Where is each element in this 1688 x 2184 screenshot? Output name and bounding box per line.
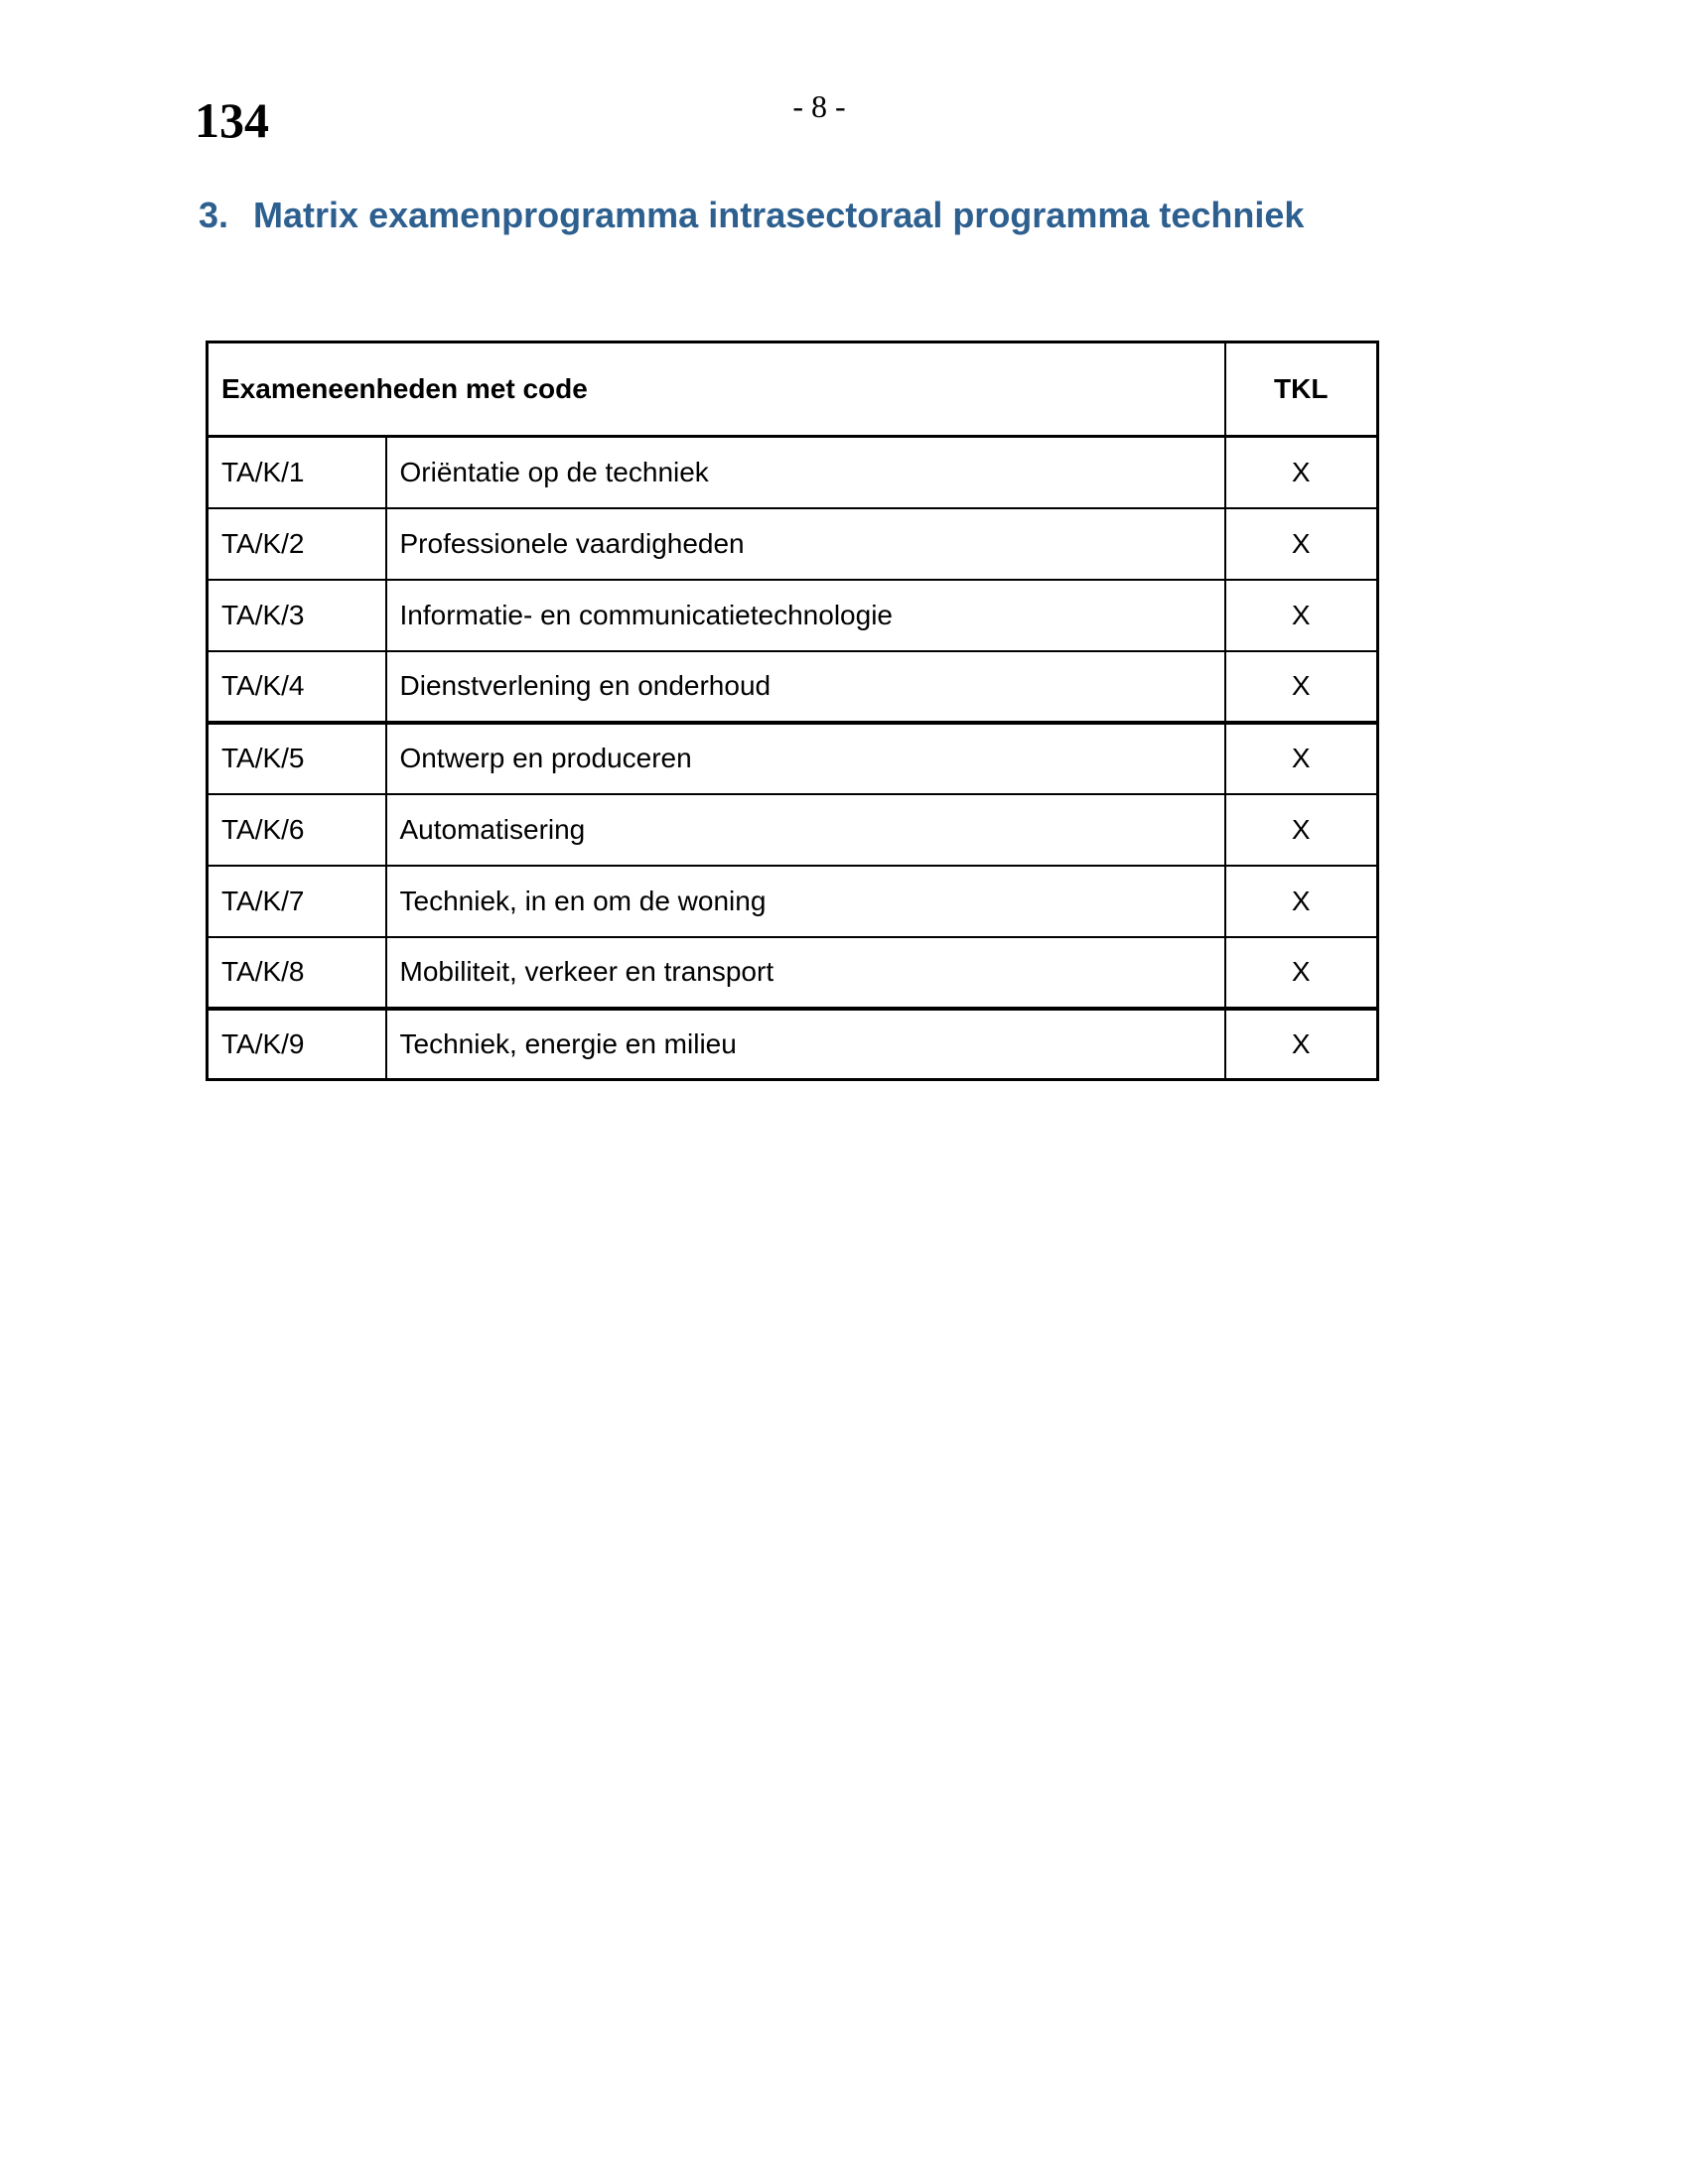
table-header-row <box>208 342 1378 437</box>
exam-unit-title: Ontwerp en produceren <box>386 723 1225 794</box>
exam-unit-code: TA/K/3 <box>208 580 386 651</box>
exam-unit-code: TA/K/7 <box>208 866 386 937</box>
tkl-mark: X <box>1225 866 1378 937</box>
table-row <box>208 937 1378 1009</box>
exam-matrix-table <box>206 341 1379 1081</box>
table-header-tkl: TKL <box>1225 342 1378 437</box>
heading-text: Matrix examenprogramma intrasectoraal programma techniek <box>253 195 1305 235</box>
exam-unit-code: TA/K/2 <box>208 508 386 580</box>
table-row <box>208 651 1378 723</box>
table-row <box>208 437 1378 508</box>
exam-unit-code: TA/K/1 <box>208 437 386 508</box>
page-number: 134 <box>195 92 269 148</box>
exam-unit-title: Professionele vaardigheden <box>386 508 1225 580</box>
exam-table-body <box>208 437 1378 1080</box>
exam-unit-code: TA/K/5 <box>208 723 386 794</box>
tkl-mark: X <box>1225 508 1378 580</box>
exam-unit-code: TA/K/6 <box>208 794 386 866</box>
exam-unit-title: Dienstverlening en onderhoud <box>386 651 1225 723</box>
table-row <box>208 723 1378 794</box>
exam-unit-code: TA/K/9 <box>208 1009 386 1080</box>
tkl-mark: X <box>1225 794 1378 866</box>
exam-unit-code: TA/K/8 <box>208 937 386 1009</box>
table-row <box>208 1009 1378 1080</box>
tkl-mark: X <box>1225 937 1378 1009</box>
table-row <box>208 866 1378 937</box>
exam-unit-title: Automatisering <box>386 794 1225 866</box>
page-header-number: - 8 - <box>792 88 846 124</box>
table-row <box>208 508 1378 580</box>
exam-unit-code: TA/K/4 <box>208 651 386 723</box>
tkl-mark: X <box>1225 580 1378 651</box>
tkl-mark: X <box>1225 1009 1378 1080</box>
table-header-exam-units: Exameneenheden met code <box>208 342 1225 437</box>
section-heading <box>199 195 1304 235</box>
heading-number: 3. <box>199 195 229 235</box>
tkl-mark: X <box>1225 651 1378 723</box>
exam-unit-title: Informatie- en communicatietechnologie <box>386 580 1225 651</box>
exam-unit-title: Mobiliteit, verkeer en transport <box>386 937 1225 1009</box>
table-row <box>208 580 1378 651</box>
exam-unit-title: Techniek, in en om de woning <box>386 866 1225 937</box>
tkl-mark: X <box>1225 437 1378 508</box>
tkl-mark: X <box>1225 723 1378 794</box>
exam-unit-title: Oriëntatie op de techniek <box>386 437 1225 508</box>
exam-unit-title: Techniek, energie en milieu <box>386 1009 1225 1080</box>
table-row <box>208 794 1378 866</box>
